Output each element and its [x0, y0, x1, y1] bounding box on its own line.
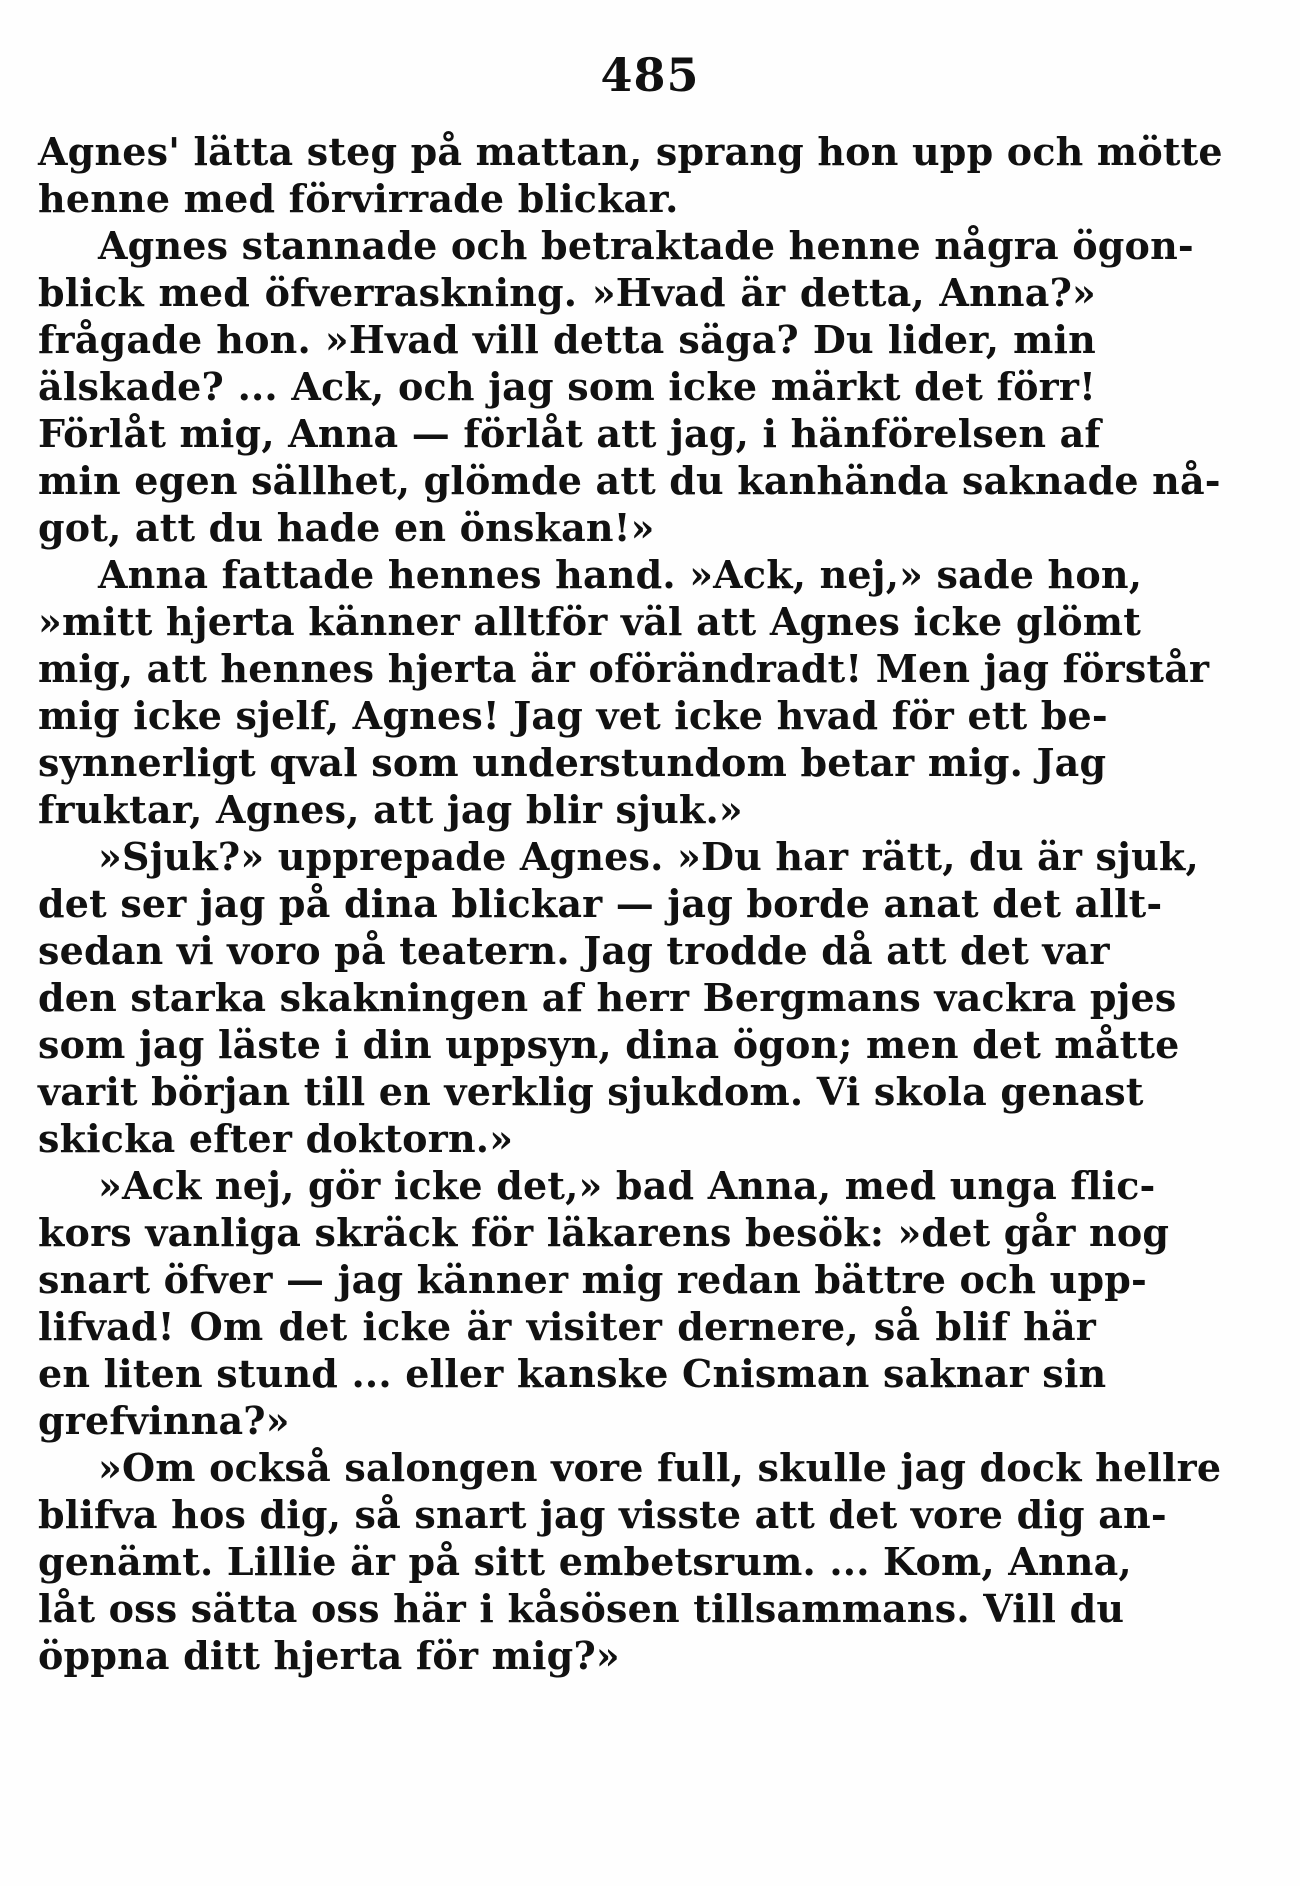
- text-line: Agnes stannade och betraktade henne några ögon-: [98, 223, 1194, 268]
- text-line: blick med öfverraskning. »Hvad är detta, Anna?»: [38, 270, 1096, 315]
- text-line: som jag läste i din uppsyn, dina ögon; men det måtte: [38, 1022, 1180, 1067]
- text-line: öppna ditt hjerta för mig?»: [38, 1633, 620, 1678]
- text-line: got, att du hade en önskan!»: [38, 505, 655, 550]
- text-line: min egen sällhet, glömde att du kanhända saknade nå-: [38, 458, 1221, 503]
- text-line: den starka skakningen af herr Bergmans vackra pjes: [38, 975, 1177, 1020]
- text-line: grefvinna?»: [38, 1398, 290, 1443]
- body-text: [38, 128, 1223, 1679]
- text-line: frågade hon. »Hvad vill detta säga? Du lider, min: [38, 317, 1096, 362]
- text-line: henne med förvirrade blickar.: [38, 176, 679, 221]
- text-line: blifva hos dig, så snart jag visste att det vore dig an-: [38, 1492, 1167, 1537]
- text-line: varit början till en verklig sjukdom. Vi skola genast: [38, 1069, 1144, 1114]
- text-line: »Sjuk?» upprepade Agnes. »Du har rätt, du är sjuk,: [98, 834, 1199, 879]
- text-line: »Om också salongen vore full, skulle jag dock hellre: [98, 1445, 1222, 1490]
- text-line: Förlåt mig, Anna — förlåt att jag, i hänförelsen af: [38, 411, 1101, 456]
- text-line: sedan vi voro på teatern. Jag trodde då att det var: [38, 928, 1110, 973]
- text-line: skicka efter doktorn.»: [38, 1116, 514, 1161]
- text-line: kors vanliga skräck för läkarens besök: »det går nog: [38, 1210, 1170, 1255]
- text-line: lifvad! Om det icke är visiter dernere, så blif här: [38, 1304, 1096, 1349]
- text-line: fruktar, Agnes, att jag blir sjuk.»: [38, 787, 743, 832]
- text-line: genämt. Lillie är på sitt embetsrum. ... Kom, Anna,: [38, 1539, 1132, 1584]
- text-line: det ser jag på dina blickar — jag borde anat det allt-: [38, 881, 1163, 926]
- text-line: mig icke sjelf, Agnes! Jag vet icke hvad för ett be-: [38, 693, 1108, 738]
- text-line: mig, att hennes hjerta är oförändradt! Men jag förstår: [38, 646, 1210, 691]
- text-line: låt oss sätta oss här i kåsösen tillsammans. Vill du: [38, 1586, 1125, 1631]
- text-line: älskade? ... Ack, och jag som icke märkt det förr!: [38, 364, 1096, 409]
- text-line: Agnes' lätta steg på mattan, sprang hon upp och mötte: [38, 129, 1223, 174]
- text-line: »mitt hjerta känner alltför väl att Agnes icke glömt: [38, 599, 1141, 644]
- text-line: snart öfver — jag känner mig redan bättre och upp-: [38, 1257, 1147, 1302]
- text-line: synnerligt qval som understundom betar mig. Jag: [38, 740, 1107, 785]
- text-line: »Ack nej, gör icke det,» bad Anna, med unga flic-: [98, 1163, 1156, 1208]
- text-line: en liten stund ... eller kanske Cnisman saknar sin: [38, 1351, 1107, 1396]
- text-line: Anna fattade hennes hand. »Ack, nej,» sade hon,: [98, 552, 1143, 597]
- page-number: 485: [600, 48, 700, 102]
